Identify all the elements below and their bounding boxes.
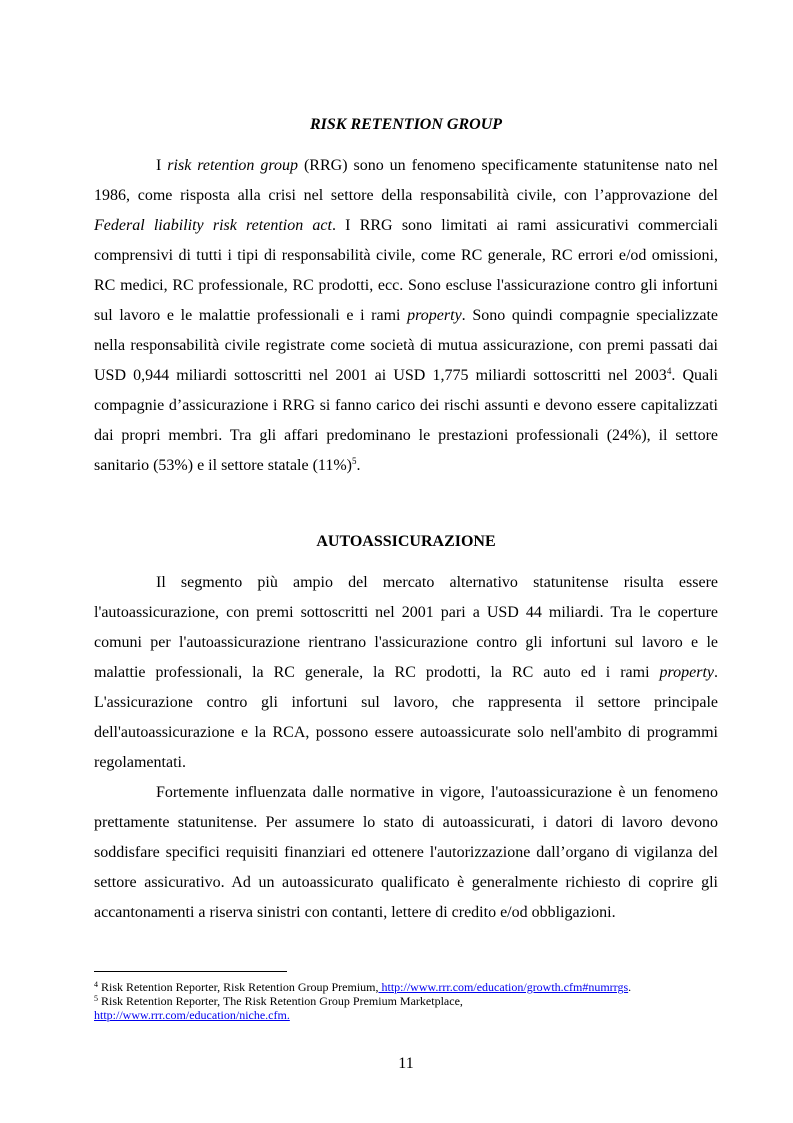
- footnote-text: .: [628, 980, 632, 994]
- italic-term: risk retention group: [167, 157, 299, 174]
- paragraph-rrg: [94, 151, 718, 481]
- footnote-ref-4: 4: [666, 366, 672, 376]
- footnote-ref-5: 5: [351, 456, 357, 466]
- text-run: I: [156, 157, 168, 174]
- text-run: . I RRG sono limitati ai rami assicurativi commerciali comprensivi di tutti i tipi di responsabilità civile, come RC generale, RC errori e/od omissioni, RC medici, RC professionale, RC prodotti, ecc. Sono escluse l'assicurazione contro gli infortuni sul lavoro e le malattie professionali e i rami: [94, 217, 718, 324]
- footnote-5: [94, 994, 718, 1022]
- text-run: . Sono quindi compagnie specializzate nella responsabilità civile registrate come società di mutua assicurazione, con premi passati dai USD 0,944 miliardi sottoscritti nel 2001 ai USD 1,775 miliardi sottoscritti nel 2003: [94, 307, 718, 384]
- text-run: .: [356, 457, 361, 474]
- footnote-number: 5: [94, 994, 98, 1003]
- footnote-separator: [94, 971, 287, 972]
- footnotes: [94, 980, 718, 1022]
- footnote-text: Risk Retention Reporter, The Risk Retention Group Premium Marketplace,: [98, 994, 463, 1008]
- italic-term: Federal liability risk retention act: [94, 217, 332, 234]
- section-heading-autoassicurazione: AUTOASSICURAZIONE: [316, 533, 496, 550]
- paragraph-autoassicurazione-2: Fortemente influenzata dalle normative in vigore, l'autoassicurazione è un fenomeno prettamente statunitense. Per assumere lo stato di autoassicurati, i datori di lavoro devono soddisfare specifici requisiti finanziari ed ottenere l'autorizzazione dall’organo di vigilanza del settore assicurativo. Ad un autoassicurato qualificato è generalmente richiesto di coprire gli accantonamenti a riserva sinistri con contanti, lettere di credito e/od obbligazioni.: [94, 784, 718, 921]
- text-run: . L'assicurazione contro gli infortuni sul lavoro, che rappresenta il settore principale dell'autoassicurazione e la RCA, possono essere autoassicurate solo nell'ambito di programmi regolamentati.: [94, 664, 718, 771]
- footnote-4: [94, 980, 718, 994]
- page-number: 11: [398, 1055, 414, 1072]
- section-heading-risk-retention-group: RISK RETENTION GROUP: [309, 116, 503, 133]
- footnote-number: 4: [94, 980, 98, 989]
- text-run: (RRG) sono un fenomeno specificamente statunitense nato nel 1986, come risposta alla crisi nel settore della responsabilità civile, con l’approvazione del: [94, 157, 718, 204]
- italic-term: property: [407, 307, 462, 324]
- paragraph-autoassicurazione-1: [94, 568, 718, 778]
- text-run: . Quali compagnie d’assicurazione i RRG si fanno carico dei rischi assunti e devono essere capitalizzati dai propri membri. Tra gli affari predominano le prestazioni professionali (24%), il settore sanitario (53%) e il settore statale (11%): [94, 367, 719, 474]
- document-page: [94, 0, 718, 1123]
- footnote-link[interactable]: http://www.rrr.com/education/niche.cfm.: [94, 1008, 290, 1022]
- text-run: Il segmento più ampio del mercato alternativo statunitense risulta essere l'autoassicurazione, con premi sottoscritti nel 2001 pari a USD 44 miliardi. Tra le coperture comuni per l'autoassicurazione rientrano l'assicurazione contro gli infortuni sul lavoro e le malattie professionali, la RC generale, la RC prodotti, la RC auto ed i rami: [94, 574, 718, 681]
- footnote-link[interactable]: http://www.rrr.com/education/growth.cfm#numrrgs: [378, 980, 629, 994]
- footnote-text: Risk Retention Reporter, Risk Retention Group Premium,: [98, 980, 379, 994]
- italic-term: property: [659, 664, 714, 681]
